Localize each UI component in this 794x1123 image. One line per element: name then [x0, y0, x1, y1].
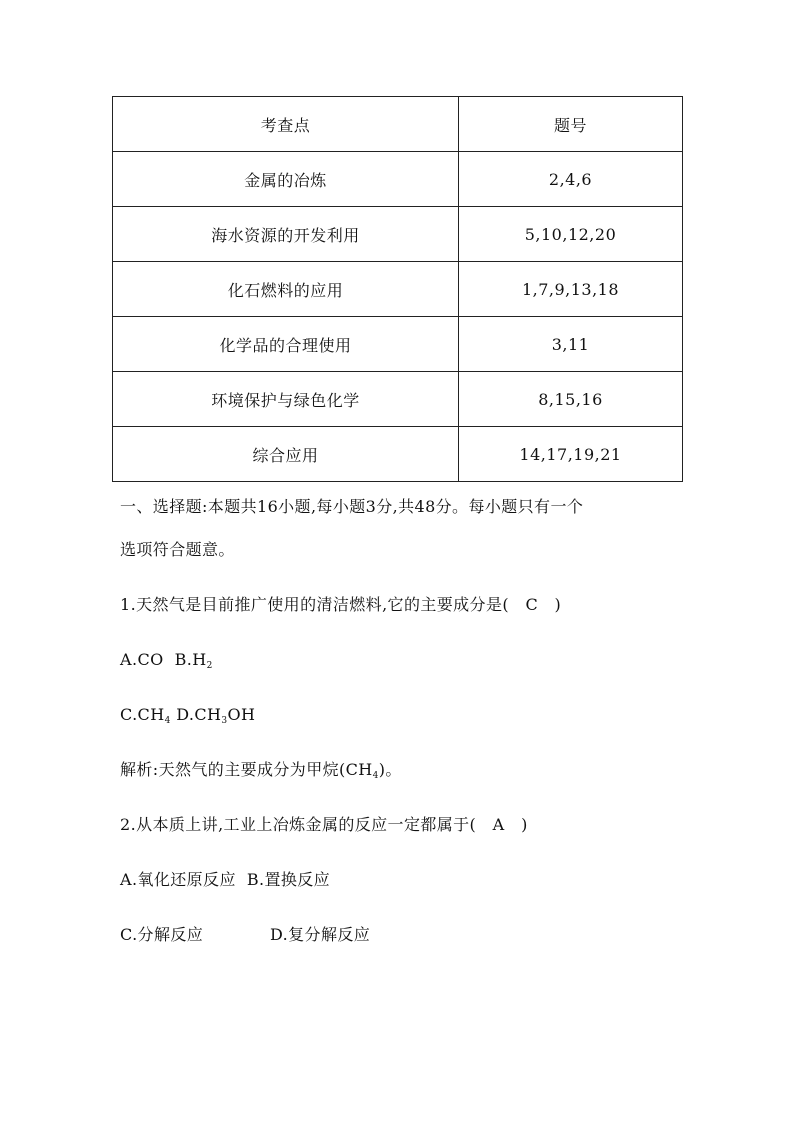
question-2-options-cd [120, 924, 370, 946]
numbers-cell: 8,15,16 [459, 372, 683, 427]
q1-option-b: $B.H_2$ [174, 650, 213, 671]
numbers-cell: 1,7,9,13,18 [459, 262, 683, 317]
q1-option-d: $D.CH_3OH$ [176, 705, 256, 726]
question-2-stem: 2.从本质上讲,工业上冶炼金属的反应一定都属于( A ) [120, 815, 528, 834]
topic-cell: 化石燃料的应用 [113, 262, 459, 317]
numbers-cell: 3,11 [459, 317, 683, 372]
q2-option-d: D.复分解反应 [270, 925, 371, 944]
header-numbers: 题号 [459, 97, 683, 152]
q2-option-c: C.分解反应 [120, 925, 204, 944]
question-1-options-ab [120, 649, 213, 677]
header-topic: 考查点 [113, 97, 459, 152]
section-instruction-line-2: 选项符合题意。 [120, 540, 235, 559]
q1-option-a: A.CO [120, 650, 164, 669]
topic-cell: 化学品的合理使用 [113, 317, 459, 372]
numbers-cell: 14,17,19,21 [459, 427, 683, 482]
section-instruction-line-1: 一、选择题:本题共16小题,每小题3分,共48分。每小题只有一个 [120, 497, 584, 516]
topic-cell: 综合应用 [113, 427, 459, 482]
table-row [113, 372, 683, 427]
table-row [113, 427, 683, 482]
topic-table [112, 96, 683, 482]
table-row [113, 262, 683, 317]
topic-cell: 环境保护与绿色化学 [113, 372, 459, 427]
table-row [113, 317, 683, 372]
question-1-options-cd [120, 704, 255, 732]
table-row [113, 152, 683, 207]
question-2-options-ab [120, 869, 330, 891]
q2-option-b: B.置换反应 [246, 870, 331, 889]
table-row [113, 207, 683, 262]
numbers-cell: 5,10,12,20 [459, 207, 683, 262]
question-1-analysis: 解析:天然气的主要成分为甲烷$(CH_4)$。 [120, 760, 402, 781]
q2-option-a: A.氧化还原反应 [120, 870, 236, 889]
numbers-cell: 2,4,6 [459, 152, 683, 207]
table-header-row [113, 97, 683, 152]
question-1-stem: 1.天然气是目前推广使用的清洁燃料,它的主要成分是( C ) [120, 595, 562, 614]
topic-cell: 海水资源的开发利用 [113, 207, 459, 262]
topic-cell: 金属的冶炼 [113, 152, 459, 207]
q1-option-c: $C.CH_4$ [120, 705, 171, 726]
